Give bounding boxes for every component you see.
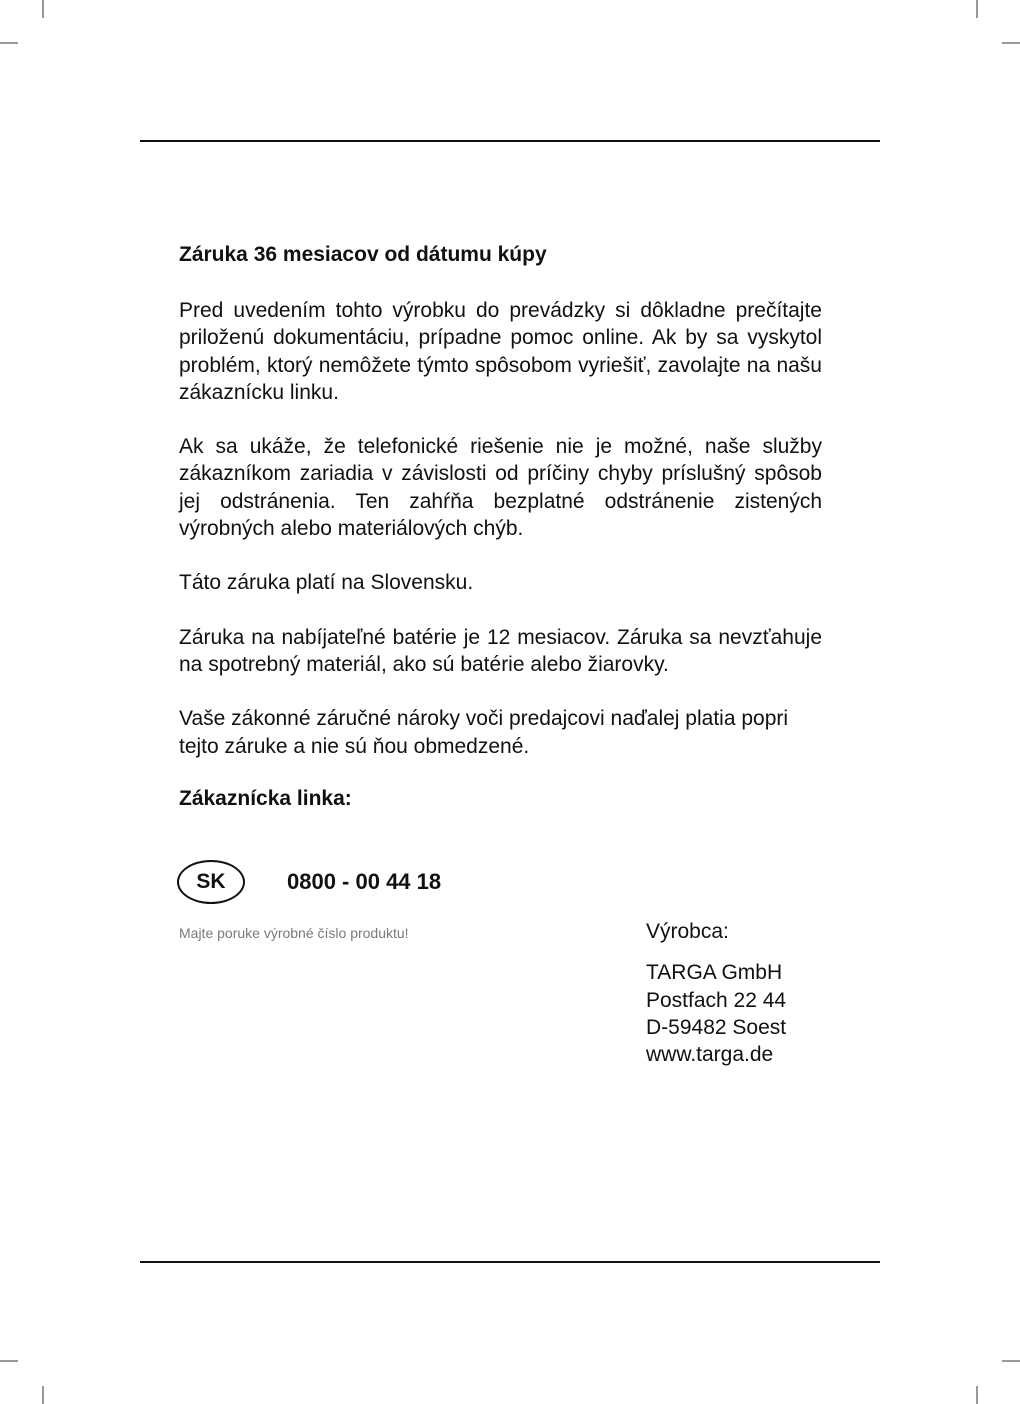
hotline-phone-number: 0800 - 00 44 18 [287,869,442,894]
serial-number-note: Majte poruke výrobné číslo produktu! [179,925,409,941]
crop-mark-top-left [42,0,44,18]
paragraph-validity: Táto záruka platí na Slovensku. [179,571,474,595]
footer-rule [140,1261,880,1263]
crop-mark-bottom-right [976,1386,978,1404]
header-rule [140,140,880,142]
crop-mark-top-right [976,0,978,18]
hotline-title: Zákaznícka linka: [179,786,352,810]
manufacturer-block [646,918,786,1068]
paragraph-service: Ak sa ukáže, že telefonické riešenie nie je možné, naše služby zákazníkom zariadia v závislosti od príčiny chyby príslušný spôsob jej odstránenia. Ten zahŕňa bezplatné odstránenie zistených výrobných alebo materiálových chýb. [179,435,822,541]
warranty-heading: Záruka 36 mesiacov od dátumu kúpy [179,243,547,266]
crop-mark-right-top [1002,42,1020,44]
crop-mark-bottom-left [42,1386,44,1404]
manufacturer-city: D-59482 Soest [646,1015,787,1039]
paragraph-legal: Vaše zákonné záručné nároky voči predajcovi naďalej platia popri tejto záruke a nie sú ňou obmedzené. [179,707,789,758]
manufacturer-website: www.targa.de [646,1043,774,1067]
crop-mark-left-top [0,42,18,44]
manufacturer-name: TARGA GmbH [646,961,783,985]
paragraph-batteries: Záruka na nabíjateľné batérie je 12 mesiacov. Záruka sa nevzťahuje na spotrebný materiál, ako sú batérie alebo žiarovky. [179,625,822,676]
warranty-section [179,240,822,814]
country-code-badge: SK [177,860,245,904]
crop-mark-left-bottom [0,1360,18,1362]
paragraph-intro: Pred uvedením tohto výrobku do prevádzky si dôkladne prečítajte priloženú dokumentáciu, prípadne pomoc online. Ak by sa vyskytol problém, ktorý nemôžete týmto spôsobom vyriešiť, zavolajte na našu zákaznícku linku. [179,299,822,404]
crop-mark-right-bottom [1002,1360,1020,1362]
manufacturer-postbox: Postfach 22 44 [646,988,787,1012]
manufacturer-label: Výrobca: [646,920,729,943]
hotline-row [177,858,441,906]
